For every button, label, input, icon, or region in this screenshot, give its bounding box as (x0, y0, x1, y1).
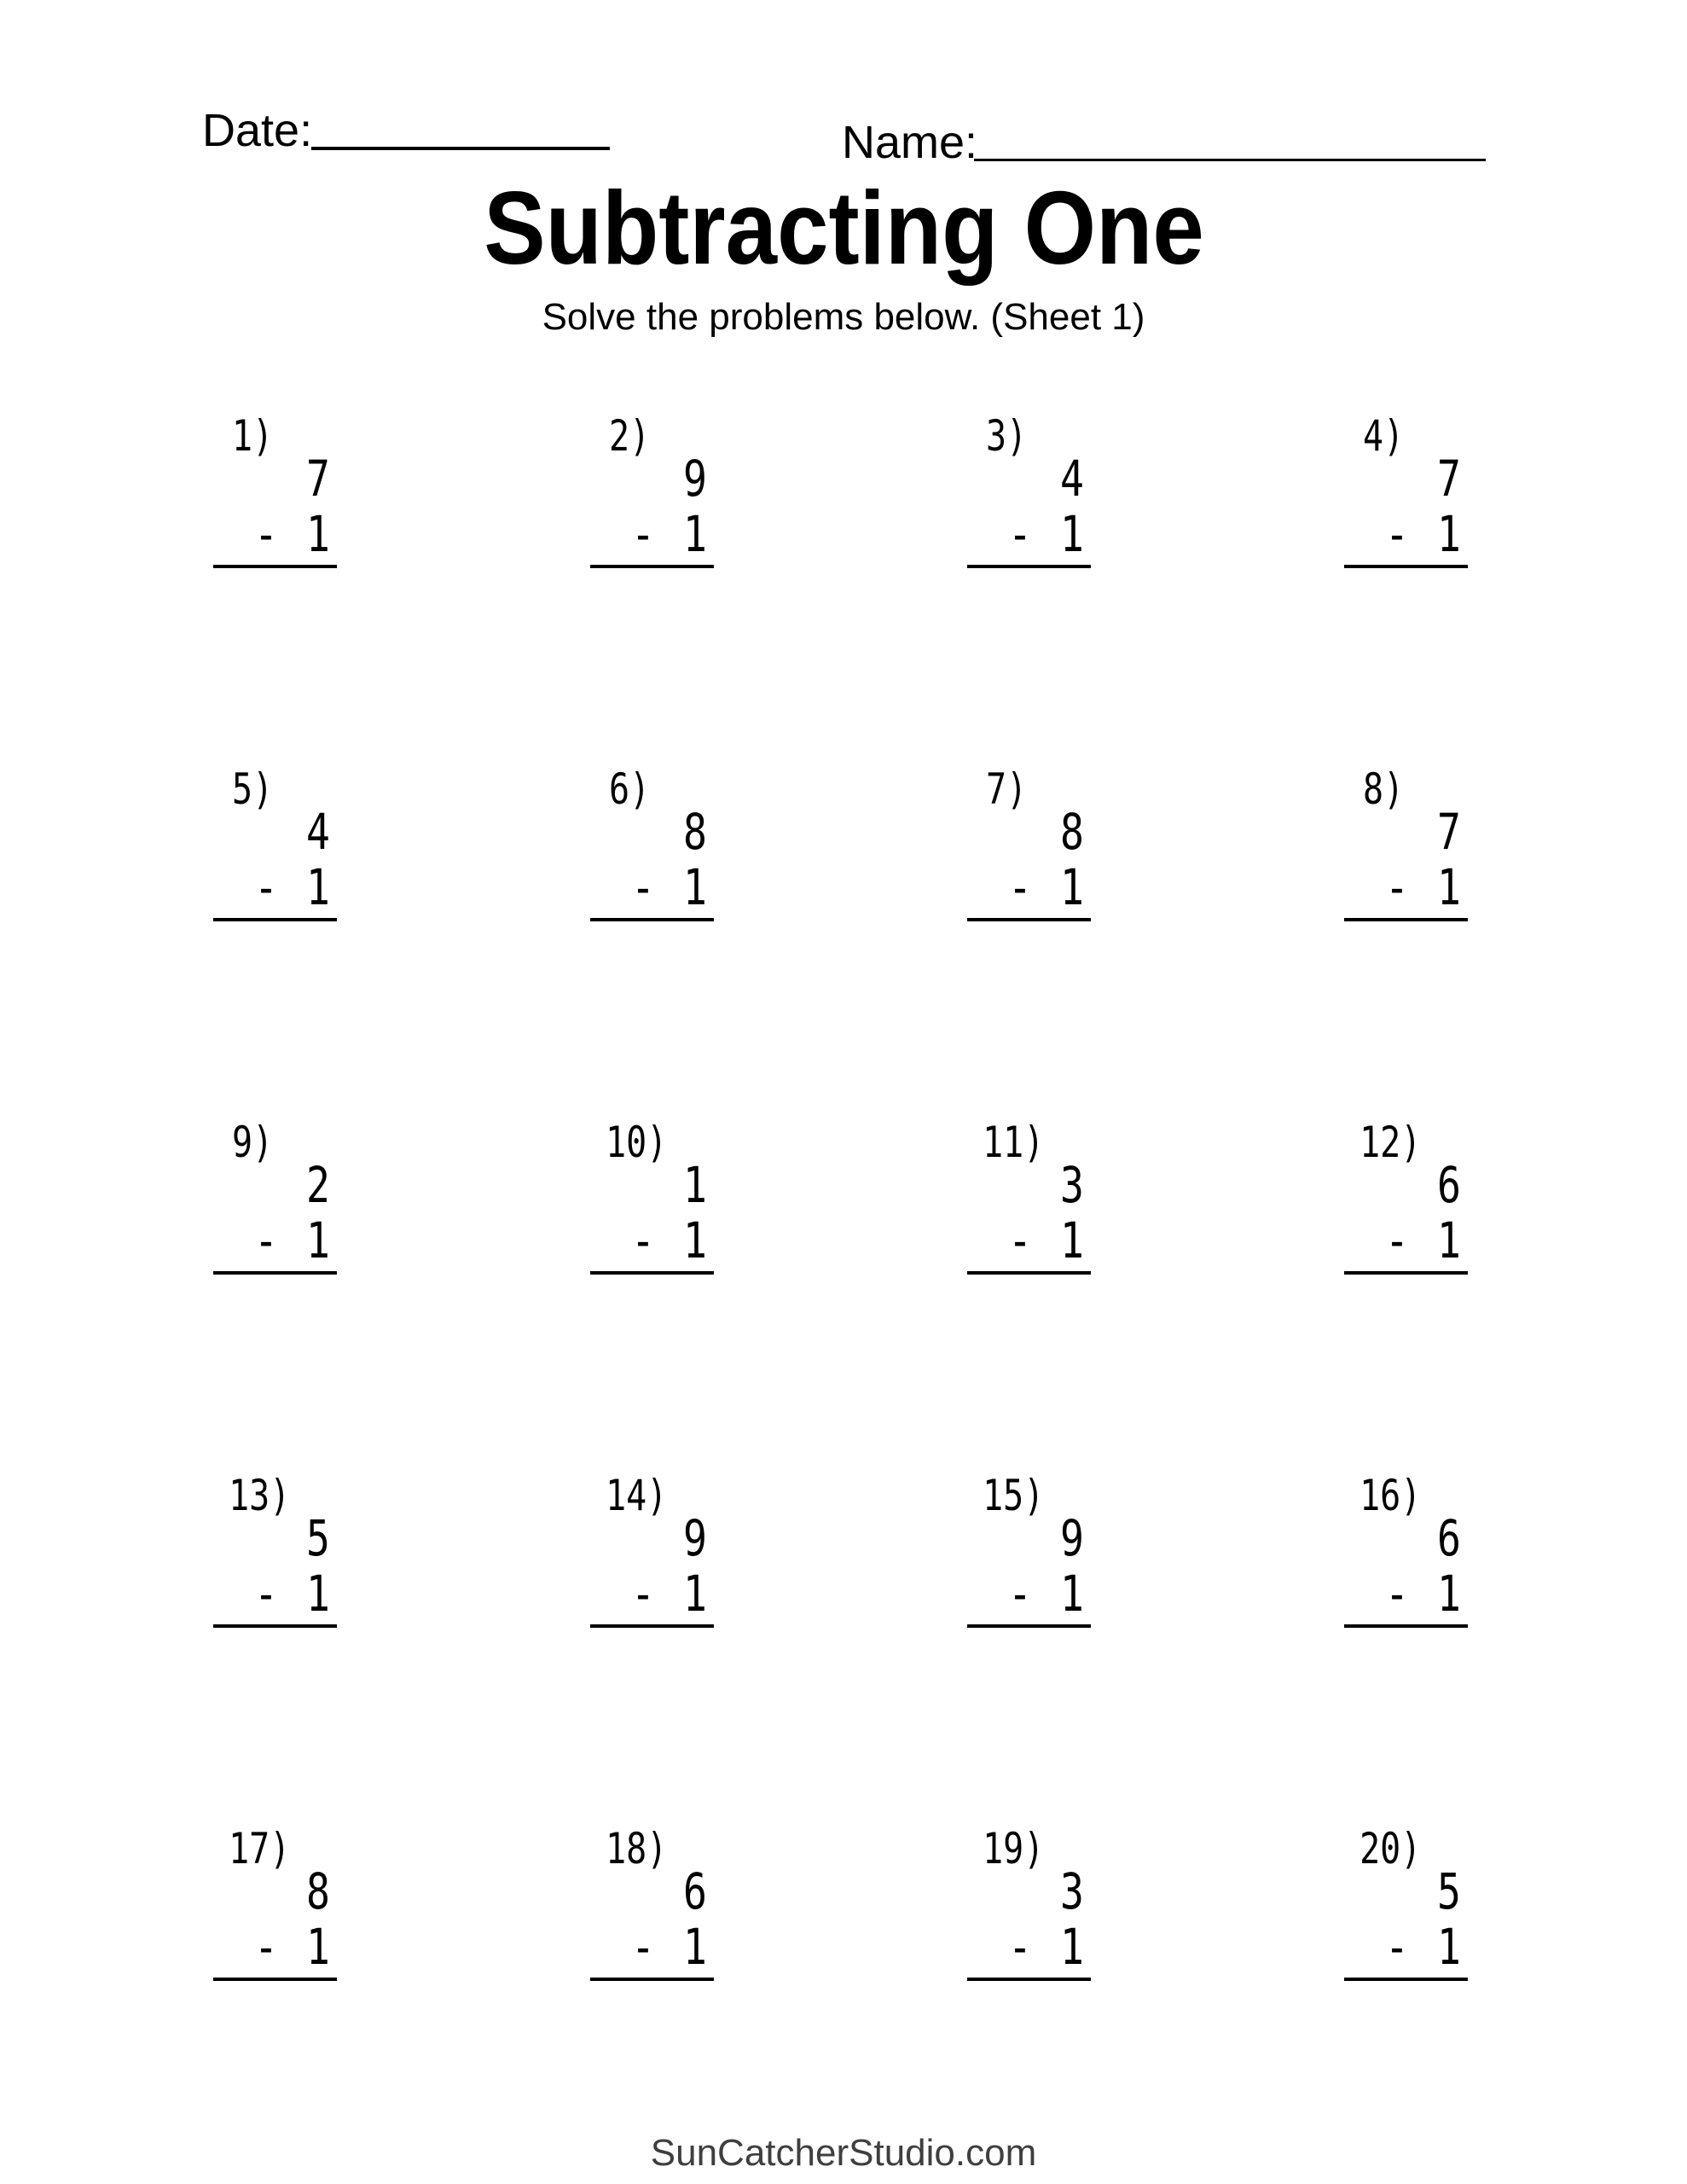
subtraction-problem (1344, 1471, 1468, 1628)
problem-number-text: 16) (1359, 1471, 1422, 1520)
minuend-text: 8 (683, 803, 707, 861)
subtrahend-text: 1 (1437, 1565, 1461, 1623)
problem-number (590, 411, 650, 461)
answer-line (967, 565, 1091, 568)
subtrahend-text: 1 (1437, 1211, 1461, 1269)
subtrahend-row (590, 1566, 714, 1621)
subtraction-problem (590, 1471, 714, 1628)
problem-number-text: 18) (606, 1824, 668, 1873)
minus-operator: - (631, 1565, 656, 1623)
problem-number (1344, 411, 1404, 461)
subtrahend-text: 1 (1060, 1918, 1084, 1976)
problem-number (967, 1118, 1045, 1167)
answer-line (967, 1271, 1091, 1275)
problem-number (1344, 1824, 1422, 1873)
subtrahend-text: 1 (1437, 1918, 1461, 1976)
subtraction-problem (1344, 411, 1468, 568)
subtrahend-text: 1 (306, 505, 330, 563)
subtrahend-text: 1 (683, 1918, 707, 1976)
subtraction-problem (213, 411, 337, 568)
answer-line (213, 1978, 337, 1981)
subtrahend-row (590, 1213, 714, 1268)
answer-line (1344, 1624, 1468, 1628)
answer-line (967, 918, 1091, 921)
subtrahend-text: 1 (1060, 1565, 1084, 1623)
problem-number (213, 764, 273, 814)
answer-line (213, 1271, 337, 1275)
minus-operator: - (1008, 1918, 1033, 1976)
subtrahend-row (967, 1566, 1091, 1621)
problem-number-text: 5) (231, 764, 273, 814)
subtrahend-text: 1 (1060, 1211, 1084, 1269)
answer-line (213, 565, 337, 568)
subtraction-problem (967, 764, 1091, 921)
problem-number (967, 411, 1027, 461)
minuend-text: 7 (1437, 803, 1461, 861)
date-blank-line (311, 147, 610, 150)
page-title (0, 170, 1687, 286)
minuend-text: 9 (1060, 1509, 1084, 1567)
subtrahend-row (967, 507, 1091, 561)
subtrahend-row (1344, 1566, 1468, 1621)
subtraction-problem (967, 1471, 1091, 1628)
subtrahend-row (213, 1566, 337, 1621)
problem-number-text: 6) (608, 764, 650, 814)
minus-operator: - (631, 858, 656, 916)
subtrahend-row (1344, 1213, 1468, 1268)
problem-number (590, 1471, 668, 1520)
subtraction-problem (967, 1824, 1091, 1981)
answer-line (1344, 918, 1468, 921)
problem-number (213, 1118, 273, 1167)
date-label: Date: (202, 105, 313, 156)
subtrahend-text: 1 (306, 1918, 330, 1976)
minus-operator: - (254, 1211, 279, 1269)
problem-number-text: 10) (606, 1118, 668, 1167)
minuend-text: 9 (683, 450, 707, 508)
subtrahend-text: 1 (683, 1565, 707, 1623)
answer-line (213, 918, 337, 921)
subtrahend-row (590, 1920, 714, 1974)
minus-operator: - (254, 858, 279, 916)
minus-operator: - (1385, 1565, 1410, 1623)
subtraction-problem (213, 1824, 337, 1981)
answer-line (213, 1624, 337, 1628)
subtrahend-text: 1 (683, 858, 707, 916)
problem-number-text: 8) (1362, 764, 1404, 814)
minus-operator: - (631, 1211, 656, 1269)
problem-number (967, 1824, 1045, 1873)
minuend-text: 3 (1060, 1156, 1084, 1214)
answer-line (590, 918, 714, 921)
problem-number (967, 1471, 1045, 1520)
subtrahend-row (213, 507, 337, 561)
subtrahend-text: 1 (306, 1565, 330, 1623)
minus-operator: - (631, 505, 656, 563)
subtraction-problem (590, 1118, 714, 1275)
instructions-text: Solve the problems below. (Sheet 1) (542, 296, 1145, 338)
minus-operator: - (254, 1565, 279, 1623)
minuend-text: 4 (306, 803, 330, 861)
minuend-text: 1 (683, 1156, 707, 1214)
problem-number-text: 20) (1359, 1824, 1422, 1873)
minus-operator: - (1008, 1211, 1033, 1269)
problem-number-text: 17) (229, 1824, 291, 1873)
problem-number-text: 12) (1359, 1118, 1422, 1167)
subtrahend-text: 1 (1060, 505, 1084, 563)
minus-operator: - (1385, 1211, 1410, 1269)
problem-number-text: 11) (983, 1118, 1045, 1167)
minuend-text: 2 (306, 1156, 330, 1214)
subtraction-problem (1344, 764, 1468, 921)
minus-operator: - (1008, 858, 1033, 916)
minuend-text: 6 (1437, 1509, 1461, 1567)
subtrahend-text: 1 (306, 858, 330, 916)
problem-number (1344, 1471, 1422, 1520)
problem-number-text: 14) (606, 1471, 668, 1520)
subtraction-problem (213, 764, 337, 921)
subtrahend-row (1344, 860, 1468, 915)
minus-operator: - (1385, 858, 1410, 916)
minuend-text: 7 (1437, 450, 1461, 508)
answer-line (1344, 1271, 1468, 1275)
subtrahend-text: 1 (306, 1211, 330, 1269)
problem-number-text: 2) (608, 411, 650, 461)
problem-number (213, 1471, 291, 1520)
answer-line (590, 565, 714, 568)
subtrahend-text: 1 (683, 505, 707, 563)
problem-number (1344, 1118, 1422, 1167)
answer-line (590, 1271, 714, 1275)
subtrahend-row (1344, 1920, 1468, 1974)
problem-number-text: 9) (231, 1118, 273, 1167)
problem-number (967, 764, 1027, 814)
subtrahend-row (590, 860, 714, 915)
name-label: Name: (842, 117, 978, 168)
minus-operator: - (1008, 1565, 1033, 1623)
page-title-text: Subtracting One (483, 170, 1204, 286)
problem-number (590, 764, 650, 814)
answer-line (1344, 565, 1468, 568)
subtrahend-text: 1 (1060, 858, 1084, 916)
minuend-text: 7 (306, 450, 330, 508)
footer-site-text: SunCatcherStudio.com (650, 2132, 1037, 2174)
answer-line (967, 1978, 1091, 1981)
subtraction-problem (1344, 1118, 1468, 1275)
problem-number-text: 15) (983, 1471, 1045, 1520)
subtraction-problem (590, 411, 714, 568)
problem-number (1344, 764, 1404, 814)
subtrahend-row (590, 507, 714, 561)
minuend-text: 4 (1060, 450, 1084, 508)
subtrahend-text: 1 (683, 1211, 707, 1269)
minus-operator: - (254, 505, 279, 563)
problem-number (213, 1824, 291, 1873)
minus-operator: - (631, 1918, 656, 1976)
answer-line (590, 1624, 714, 1628)
subtraction-problem (967, 411, 1091, 568)
minuend-text: 9 (683, 1509, 707, 1567)
problem-number (213, 411, 273, 461)
minuend-text: 8 (1060, 803, 1084, 861)
minuend-text: 3 (1060, 1862, 1084, 1920)
subtraction-problem (967, 1118, 1091, 1275)
problem-number (590, 1824, 668, 1873)
problem-number-text: 1) (231, 411, 273, 461)
minus-operator: - (1385, 1918, 1410, 1976)
subtrahend-row (213, 1920, 337, 1974)
minuend-text: 5 (1437, 1862, 1461, 1920)
subtrahend-row (967, 860, 1091, 915)
minus-operator: - (254, 1918, 279, 1976)
subtrahend-row (213, 860, 337, 915)
minuend-text: 8 (306, 1862, 330, 1920)
subtrahend-row (967, 1213, 1091, 1268)
problems-grid (213, 411, 1468, 1981)
subtraction-problem (213, 1118, 337, 1275)
answer-line (1344, 1978, 1468, 1981)
problem-number-text: 13) (229, 1471, 291, 1520)
problem-number-text: 19) (983, 1824, 1045, 1873)
minus-operator: - (1385, 505, 1410, 563)
answer-line (590, 1978, 714, 1981)
subtraction-problem (213, 1471, 337, 1628)
subtraction-problem (590, 764, 714, 921)
subtrahend-row (967, 1920, 1091, 1974)
minuend-text: 6 (1437, 1156, 1461, 1214)
minus-operator: - (1008, 505, 1033, 563)
subtraction-problem (590, 1824, 714, 1981)
name-blank-line (974, 159, 1486, 161)
subtrahend-text: 1 (1437, 505, 1461, 563)
problem-number (590, 1118, 668, 1167)
subtrahend-row (1344, 507, 1468, 561)
problem-number-text: 3) (985, 411, 1027, 461)
minuend-text: 6 (683, 1862, 707, 1920)
subtraction-problem (1344, 1824, 1468, 1981)
answer-line (967, 1624, 1091, 1628)
subtrahend-text: 1 (1437, 858, 1461, 916)
problem-number-text: 4) (1362, 411, 1404, 461)
minuend-text: 5 (306, 1509, 330, 1567)
subtrahend-row (213, 1213, 337, 1268)
problem-number-text: 7) (985, 764, 1027, 814)
